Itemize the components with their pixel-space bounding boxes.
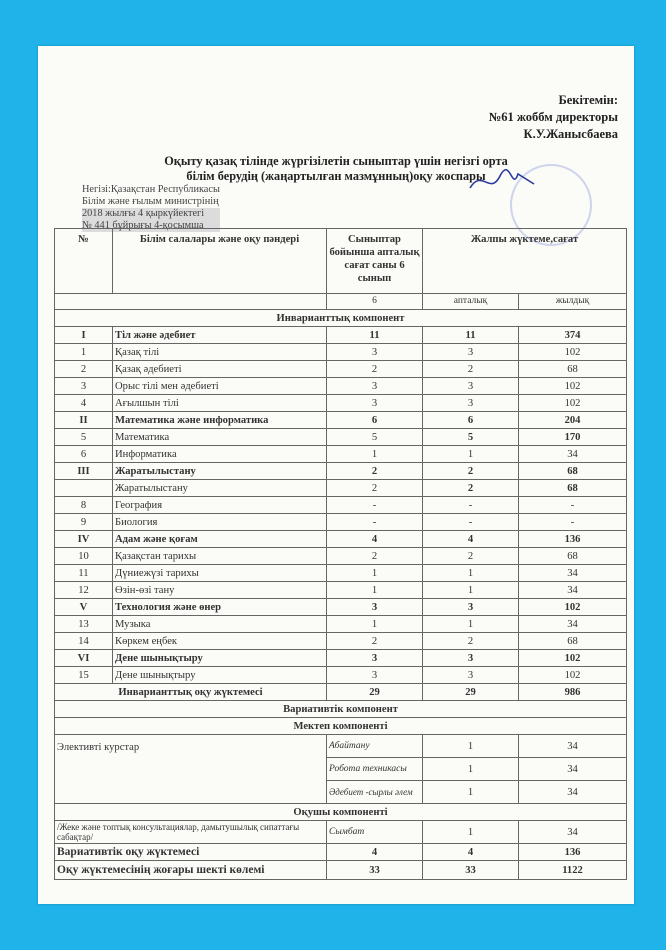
subject-name: Дене шынықтыру (113, 667, 327, 684)
subject-name: Жаратылыстану (113, 463, 327, 480)
header-subjects: Білім салалары және оқу пәндері (113, 229, 327, 294)
student-course: Сымбат (327, 821, 423, 844)
subject-yearly-hours: 68 (519, 480, 627, 497)
subject-weekly-hours: 3 (423, 599, 519, 616)
subject-weekly-hours: 2 (423, 548, 519, 565)
subject-row (55, 361, 627, 378)
subject-grade-hours: 2 (327, 480, 423, 497)
subject-name: Информатика (113, 446, 327, 463)
subject-number: 5 (55, 429, 113, 446)
subject-grade-hours: 2 (327, 633, 423, 650)
variative-total-yearly: 136 (519, 844, 627, 861)
basis-block (82, 184, 220, 232)
subject-yearly-hours: 102 (519, 395, 627, 412)
subject-number: 10 (55, 548, 113, 565)
subject-name: Ағылшын тілі (113, 395, 327, 412)
subject-row (55, 395, 627, 412)
subject-name: Музыка (113, 616, 327, 633)
variative-total-row (55, 844, 627, 861)
subject-grade-hours: - (327, 514, 423, 531)
subject-name: Қазақ әдебиеті (113, 361, 327, 378)
approval-position: №61 жоббм директоры (488, 110, 618, 124)
subject-grade-hours: 3 (327, 667, 423, 684)
title-line-1: Оқыту қазақ тілінде жүргізілетін сыныптар үшін негізгі орта (164, 154, 508, 168)
subject-yearly-hours: 68 (519, 361, 627, 378)
subject-row (55, 327, 627, 344)
title-line-2: білім берудің (жаңартылған мазмұнның)оқу жоспары (186, 169, 486, 183)
subject-weekly-hours: 3 (423, 378, 519, 395)
invariant-total-weekly: 29 (423, 684, 519, 701)
elective-course: Робота техникасы (327, 758, 423, 781)
subheader-yearly: жылдық (519, 294, 627, 310)
subject-name: Математика және информатика (113, 412, 327, 429)
subheader-weekly: апталық (423, 294, 519, 310)
subject-grade-hours: 3 (327, 650, 423, 667)
subject-yearly-hours: 102 (519, 667, 627, 684)
invariant-total-grade: 29 (327, 684, 423, 701)
section-student: Оқушы компоненті (55, 804, 627, 821)
subject-name: Адам және қоғам (113, 531, 327, 548)
subject-weekly-hours: 2 (423, 480, 519, 497)
subject-number: 6 (55, 446, 113, 463)
subject-row (55, 599, 627, 616)
approval-name: К.У.Жанысбаева (523, 127, 618, 141)
subject-name: Математика (113, 429, 327, 446)
subject-grade-hours: 1 (327, 446, 423, 463)
student-row (55, 821, 627, 844)
subject-number: V (55, 599, 113, 616)
subject-yearly-hours: 34 (519, 582, 627, 599)
subject-yearly-hours: 34 (519, 565, 627, 582)
subject-grade-hours: 5 (327, 429, 423, 446)
subject-number: IV (55, 531, 113, 548)
basis-line-2: Білім және ғылым министрінің (82, 196, 219, 207)
subject-weekly-hours: 3 (423, 344, 519, 361)
document-page (38, 46, 634, 904)
subject-yearly-hours: - (519, 497, 627, 514)
subject-name: Тіл және әдебиет (113, 327, 327, 344)
invariant-total-label: Инварианттық оқу жүктемесі (55, 684, 327, 701)
subject-grade-hours: 2 (327, 548, 423, 565)
subject-grade-hours: 6 (327, 412, 423, 429)
subject-weekly-hours: - (423, 497, 519, 514)
subject-grade-hours: 3 (327, 344, 423, 361)
subject-weekly-hours: 1 (423, 565, 519, 582)
table-subheader-row (55, 294, 627, 310)
subject-name: Дүниежүзі тарихы (113, 565, 327, 582)
subject-number: 15 (55, 667, 113, 684)
subject-yearly-hours: 34 (519, 616, 627, 633)
subject-number: 8 (55, 497, 113, 514)
elective-yearly: 34 (519, 735, 627, 758)
subject-name: Технология және өнер (113, 599, 327, 616)
section-school: Мектеп компоненті (55, 718, 627, 735)
subject-yearly-hours: 102 (519, 378, 627, 395)
subject-grade-hours: 2 (327, 361, 423, 378)
subject-grade-hours: 4 (327, 531, 423, 548)
section-variative: Вариативтік компонент (55, 701, 627, 718)
section-row (55, 804, 627, 821)
subject-grade-hours: 2 (327, 463, 423, 480)
basis-line-1: Негізі:Қазақстан Республикасы (82, 184, 220, 195)
header-total-load: Жалпы жүктеме,сағат (423, 229, 627, 294)
subject-grade-hours: 1 (327, 582, 423, 599)
approval-block (489, 92, 618, 143)
elective-course: Абайтану (327, 735, 423, 758)
subject-row (55, 548, 627, 565)
subject-row (55, 378, 627, 395)
subject-name: Дене шынықтыру (113, 650, 327, 667)
subject-number: 4 (55, 395, 113, 412)
max-load-grade: 33 (327, 861, 423, 880)
subject-row (55, 344, 627, 361)
variative-total-grade: 4 (327, 844, 423, 861)
subject-grade-hours: 1 (327, 616, 423, 633)
subject-yearly-hours: 68 (519, 548, 627, 565)
subject-number: II (55, 412, 113, 429)
section-row (55, 718, 627, 735)
subject-name: География (113, 497, 327, 514)
subject-number: 13 (55, 616, 113, 633)
subject-name: Жаратылыстану (113, 480, 327, 497)
subject-weekly-hours: 1 (423, 582, 519, 599)
elective-course: Әдебиет -сырлы әлем (327, 781, 423, 804)
subheader-grade: 6 (327, 294, 423, 310)
subject-row (55, 497, 627, 514)
subject-number: 11 (55, 565, 113, 582)
subject-weekly-hours: 6 (423, 412, 519, 429)
subject-weekly-hours: 1 (423, 446, 519, 463)
subject-number: 2 (55, 361, 113, 378)
subject-yearly-hours: 170 (519, 429, 627, 446)
subject-weekly-hours: 2 (423, 633, 519, 650)
subject-row (55, 412, 627, 429)
subject-yearly-hours: 68 (519, 633, 627, 650)
max-load-yearly: 1122 (519, 861, 627, 880)
subject-number: VI (55, 650, 113, 667)
elective-label: Элективті курстар (55, 735, 327, 804)
subject-number: 14 (55, 633, 113, 650)
subject-number: 9 (55, 514, 113, 531)
subject-yearly-hours: 374 (519, 327, 627, 344)
subject-weekly-hours: 1 (423, 616, 519, 633)
subject-grade-hours: - (327, 497, 423, 514)
subject-row (55, 667, 627, 684)
subject-yearly-hours: 102 (519, 599, 627, 616)
subject-name: Көркем еңбек (113, 633, 327, 650)
max-load-row (55, 861, 627, 880)
subject-weekly-hours: 2 (423, 361, 519, 378)
subject-yearly-hours: 34 (519, 446, 627, 463)
subject-grade-hours: 3 (327, 395, 423, 412)
subject-row (55, 565, 627, 582)
max-load-label: Оқу жүктемесінің жоғары шекті көлемі (55, 861, 327, 880)
basis-line-3: 2018 жылғы 4 қыркүйектегі (82, 208, 220, 220)
subject-weekly-hours: 3 (423, 395, 519, 412)
subject-row (55, 446, 627, 463)
variative-total-label: Вариативтік оқу жүктемесі (55, 844, 327, 861)
section-row (55, 701, 627, 718)
invariant-total-yearly: 986 (519, 684, 627, 701)
subject-row (55, 582, 627, 599)
subject-row (55, 480, 627, 497)
section-invariant: Инварианттық компонент (55, 310, 627, 327)
elective-row (55, 735, 627, 758)
subject-weekly-hours: 4 (423, 531, 519, 548)
subject-row (55, 429, 627, 446)
variative-total-weekly: 4 (423, 844, 519, 861)
subject-number (55, 480, 113, 497)
header-number: № (55, 229, 113, 294)
subject-name: Орыс тілі мен әдебиеті (113, 378, 327, 395)
max-load-weekly: 33 (423, 861, 519, 880)
subject-number: 12 (55, 582, 113, 599)
elective-weekly: 1 (423, 781, 519, 804)
subject-yearly-hours: - (519, 514, 627, 531)
elective-yearly: 34 (519, 758, 627, 781)
subject-grade-hours: 3 (327, 599, 423, 616)
subject-row (55, 514, 627, 531)
subject-yearly-hours: 68 (519, 463, 627, 480)
subject-weekly-hours: 2 (423, 463, 519, 480)
elective-weekly: 1 (423, 735, 519, 758)
header-weekly-hours: Сыныптар бойынша апталық сағат саны 6 сынып (327, 229, 423, 294)
subject-name: Қазақстан тарихы (113, 548, 327, 565)
subject-yearly-hours: 102 (519, 650, 627, 667)
approval-title: Бекітемін: (558, 93, 618, 107)
subject-yearly-hours: 136 (519, 531, 627, 548)
subject-name: Өзін-өзі тану (113, 582, 327, 599)
subject-row (55, 463, 627, 480)
subject-number: 3 (55, 378, 113, 395)
subject-weekly-hours: 11 (423, 327, 519, 344)
subject-weekly-hours: 3 (423, 650, 519, 667)
invariant-total-row (55, 684, 627, 701)
invariant-rows (55, 327, 627, 684)
section-row (55, 310, 627, 327)
document-title (38, 154, 634, 184)
subject-row (55, 531, 627, 548)
subject-name: Қазақ тілі (113, 344, 327, 361)
subject-row (55, 616, 627, 633)
subject-number: I (55, 327, 113, 344)
student-yearly: 34 (519, 821, 627, 844)
subject-grade-hours: 11 (327, 327, 423, 344)
subject-grade-hours: 3 (327, 378, 423, 395)
curriculum-table (54, 228, 627, 880)
elective-weekly: 1 (423, 758, 519, 781)
basis-line-4: № 441 бұйрығы 4-қосымша (82, 220, 220, 232)
subject-weekly-hours: - (423, 514, 519, 531)
student-weekly: 1 (423, 821, 519, 844)
subject-number: III (55, 463, 113, 480)
subject-weekly-hours: 3 (423, 667, 519, 684)
subject-yearly-hours: 204 (519, 412, 627, 429)
subject-name: Биология (113, 514, 327, 531)
elective-yearly: 34 (519, 781, 627, 804)
student-label: /Жеке және топтық консультациялар, дамытушылық сипаттағы сабақтар/ (55, 821, 327, 844)
subject-number: 1 (55, 344, 113, 361)
subject-weekly-hours: 5 (423, 429, 519, 446)
table-header-row (55, 229, 627, 294)
subject-row (55, 650, 627, 667)
subject-row (55, 633, 627, 650)
subject-grade-hours: 1 (327, 565, 423, 582)
subject-yearly-hours: 102 (519, 344, 627, 361)
